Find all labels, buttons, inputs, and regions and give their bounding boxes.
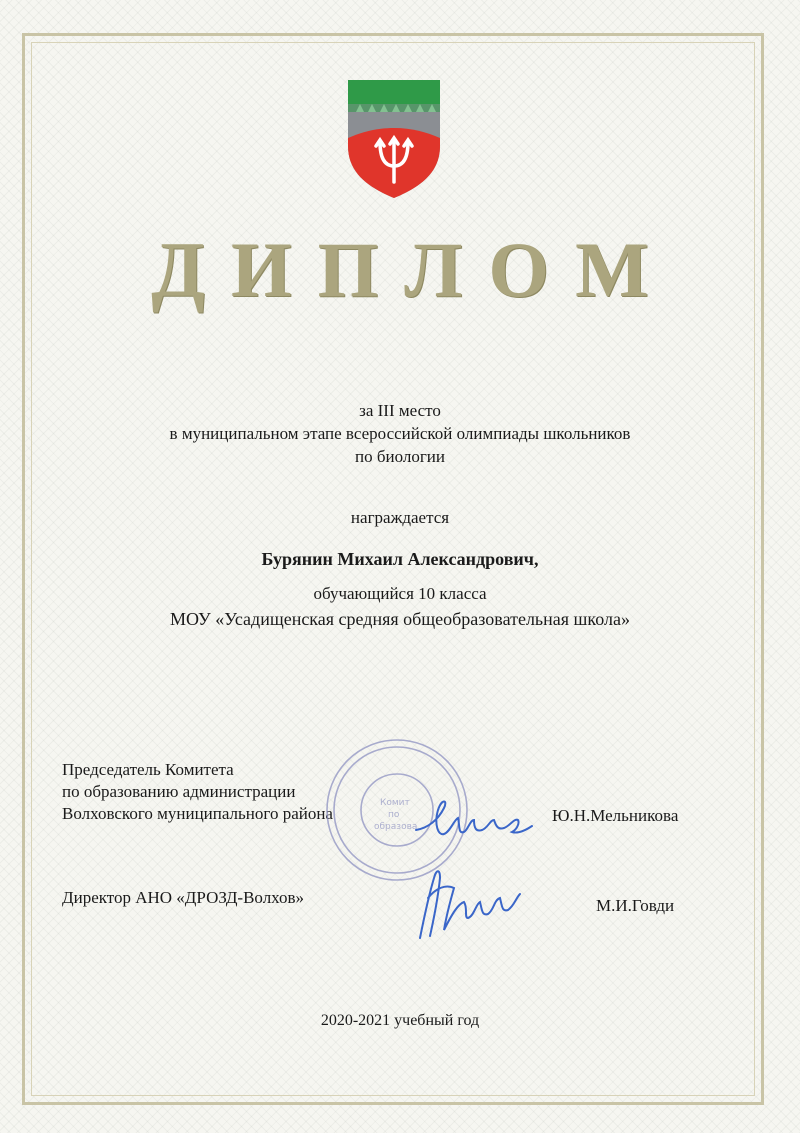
director-name: М.И.Говди	[596, 896, 675, 915]
svg-text:по: по	[388, 810, 400, 820]
chair-title-line: по образованию администрации	[62, 782, 296, 801]
svg-text:Комит: Комит	[380, 798, 410, 808]
chair-title	[62, 759, 333, 825]
chair-title-line: Волховского муниципального района	[62, 804, 333, 823]
director-signature	[410, 858, 530, 948]
svg-text:образова: образова	[374, 822, 418, 832]
academic-year: 2020-2021 учебный год	[320, 1012, 480, 1029]
awarded-word: награждается	[350, 508, 450, 527]
chair-name: Ю.Н.Мельникова	[552, 806, 679, 825]
chair-signature	[408, 790, 538, 850]
grade-line: обучающийся 10 класса	[313, 584, 487, 603]
recipient-name: Бурянин Михаил Александрович,	[261, 549, 539, 569]
coat-of-arms-icon	[342, 76, 446, 200]
director-title: Директор АНО «ДРОЗД-Волхов»	[62, 888, 305, 907]
chair-title-line: Председатель Комитета	[62, 760, 234, 779]
subject-line: по биологии	[354, 447, 446, 466]
school-line: МОУ «Усадищенская средняя общеобразовательная школа»	[170, 609, 630, 629]
place-line: за III место	[359, 401, 441, 420]
diploma-title: ДИПЛОМ	[151, 226, 675, 313]
event-line: в муниципальном этапе всероссийской олимпиады школьников	[169, 424, 631, 443]
